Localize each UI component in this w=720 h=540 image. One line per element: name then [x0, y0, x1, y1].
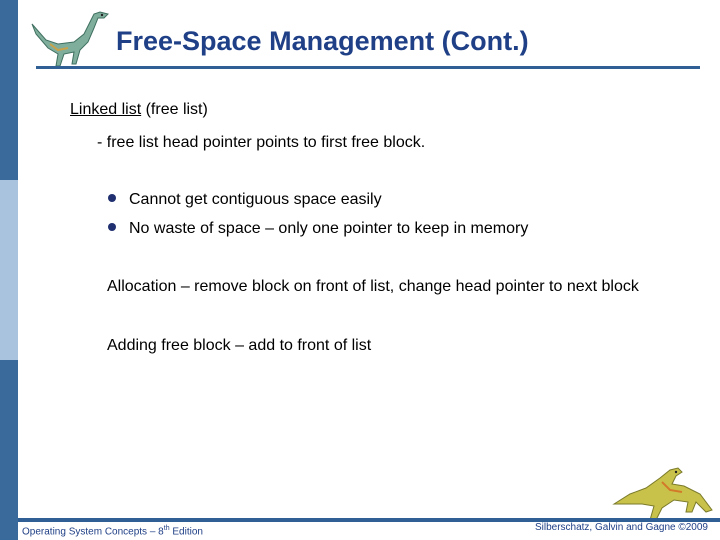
linked-list-label: Linked list — [70, 101, 142, 118]
bullet-text: Cannot get contiguous space easily — [129, 191, 382, 208]
title-divider — [36, 66, 700, 69]
linked-list-heading — [70, 101, 208, 119]
head-pointer-line: - free list head pointer points to first free block. — [97, 134, 426, 151]
dinosaur-logo-icon — [24, 4, 116, 70]
bullet-item — [108, 191, 382, 209]
allocation-line: Allocation – remove block on front of list, change head pointer to next block — [107, 278, 639, 295]
bullet-dot-icon — [108, 194, 116, 202]
sidebar-segment-bottom — [0, 360, 18, 540]
sidebar-segment-middle — [0, 180, 18, 360]
footer-authors: Silberschatz, Galvin and Gagne ©2009 — [534, 522, 708, 533]
footer-book-title-text: Operating System Concepts – 8 — [22, 526, 164, 538]
bullet-dot-icon — [108, 223, 116, 231]
footer-edition-text: Edition — [169, 526, 203, 538]
slide-title: Free-Space Management (Cont.) — [116, 26, 529, 56]
left-sidebar-bar — [0, 0, 18, 540]
bullet-text: No waste of space – only one pointer to keep in memory — [129, 220, 529, 237]
free-list-label: (free list) — [141, 101, 208, 118]
sidebar-segment-top — [0, 0, 18, 180]
footer-edition-superscript: th — [163, 525, 170, 532]
dinosaur-footer-icon — [612, 464, 716, 524]
footer-book-title — [22, 525, 203, 537]
adding-block-line: Adding free block – add to front of list — [107, 337, 372, 354]
bullet-item — [108, 220, 528, 238]
